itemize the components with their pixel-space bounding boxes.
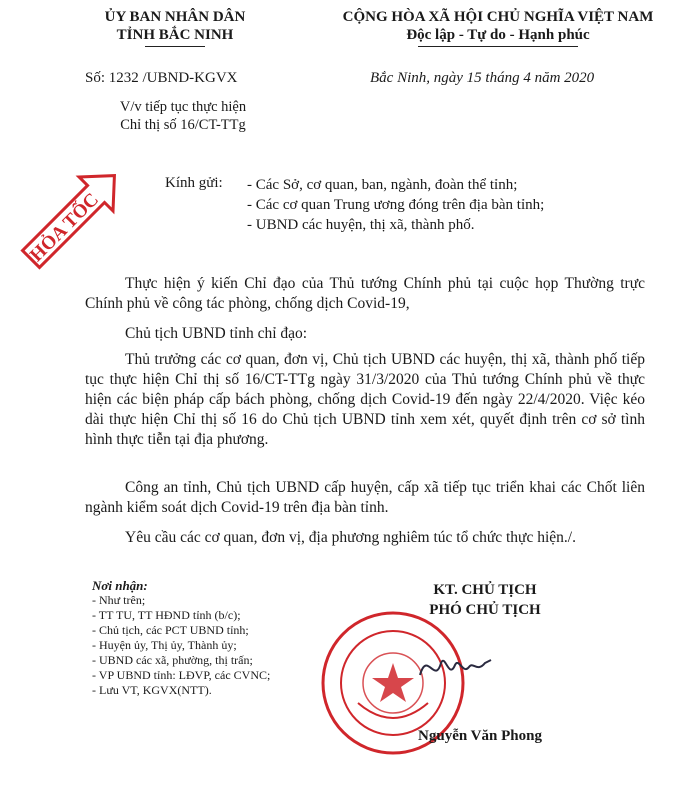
- document-number: Số: 1232 /UBND-KGVX: [85, 70, 238, 86]
- recipient-item: - UBND các huyện, thị xã, thành phố.: [247, 217, 475, 233]
- urgent-stamp-text: HỎA TỐC: [26, 189, 104, 267]
- distribution-list: [92, 578, 322, 698]
- greeting: Kính gửi:: [165, 175, 223, 191]
- recipient-item: - Các cơ quan Trung ương đóng trên địa bàn tỉnh;: [247, 197, 545, 213]
- distribution-item: - Lưu VT, KGVX(NTT).: [92, 683, 212, 697]
- org-name-line2: TỈNH BẮC NINH: [116, 27, 234, 43]
- distribution-item: - VP UBND tỉnh: LĐVP, các CVNC;: [92, 668, 271, 682]
- body-paragraph-3: Thủ trưởng các cơ quan, đơn vị, Chủ tịch UBND các huyện, thị xã, thành phố tiếp tục thực hiện Chỉ thị số 16/CT-TTg ngày 31/3/2020 của Thủ tướng Chính phủ về thực hiện các biện pháp cấp bách phòng, chống dịch Covid-19 đến ngày 22/4/2020. Việc kéo dài thực hiện Chỉ thị số 16 do Chủ tịch UBND tỉnh xem xét, quyết định trên cơ sở tình hình thực tiễn tại địa phương.: [85, 351, 645, 448]
- issuing-authority: [60, 8, 290, 47]
- distribution-item: - Chủ tịch, các PCT UBND tỉnh;: [92, 623, 249, 637]
- handwritten-signature-icon: [415, 645, 495, 690]
- recipient-item: - Các Sở, cơ quan, ban, ngành, đoàn thể tỉnh;: [247, 177, 518, 193]
- distribution-item: - Như trên;: [92, 593, 146, 607]
- motto: Độc lập - Tự do - Hạnh phúc: [406, 27, 590, 43]
- org-underline: [145, 46, 205, 47]
- subject-line1: V/v tiếp tục thực hiện: [119, 99, 247, 115]
- distribution-title: Nơi nhận:: [92, 578, 148, 593]
- distribution-item: - Huyện ủy, Thị ủy, Thành ủy;: [92, 638, 237, 652]
- urgent-stamp-icon: [10, 150, 135, 280]
- body-paragraph-1: Thực hiện ý kiến Chỉ đạo của Thủ tướng Chính phủ tại cuộc họp Thường trực Chính phủ về công tác phòng, chống dịch Covid-19,: [85, 275, 645, 312]
- org-name-line1: ỦY BAN NHÂN DÂN: [104, 9, 246, 25]
- body-paragraph-4: Công an tỉnh, Chủ tịch UBND cấp huyện, cấp xã tiếp tục triển khai các Chốt liên ngành kiểm soát dịch Covid-19 trên địa bàn tỉnh.: [85, 479, 645, 516]
- distribution-item: - TT TU, TT HĐND tỉnh (b/c);: [92, 608, 241, 622]
- signer-name: Nguyễn Văn Phong: [418, 728, 542, 744]
- signature-title-1: KT. CHỦ TỊCH: [433, 582, 537, 598]
- document-date: Bắc Ninh, ngày 15 tháng 4 năm 2020: [370, 70, 595, 86]
- signature-title-2: PHÓ CHỦ TỊCH: [429, 602, 541, 618]
- recipient-list: [247, 175, 544, 235]
- signature-block: [395, 580, 575, 620]
- subject-line2: Chỉ thị số 16/CT-TTg: [120, 117, 246, 133]
- body-paragraph-2: Chủ tịch UBND tỉnh chỉ đạo:: [125, 325, 308, 342]
- national-motto: [322, 8, 674, 47]
- distribution-item: - UBND các xã, phường, thị trấn;: [92, 653, 253, 667]
- nation-name: CỘNG HÒA XÃ HỘI CHỦ NGHĨA VIỆT NAM: [342, 9, 654, 25]
- document-subject: [88, 98, 278, 134]
- body-paragraph-5: Yêu cầu các cơ quan, đơn vị, địa phương nghiêm túc tổ chức thực hiện./.: [125, 529, 576, 546]
- motto-underline: [418, 46, 578, 47]
